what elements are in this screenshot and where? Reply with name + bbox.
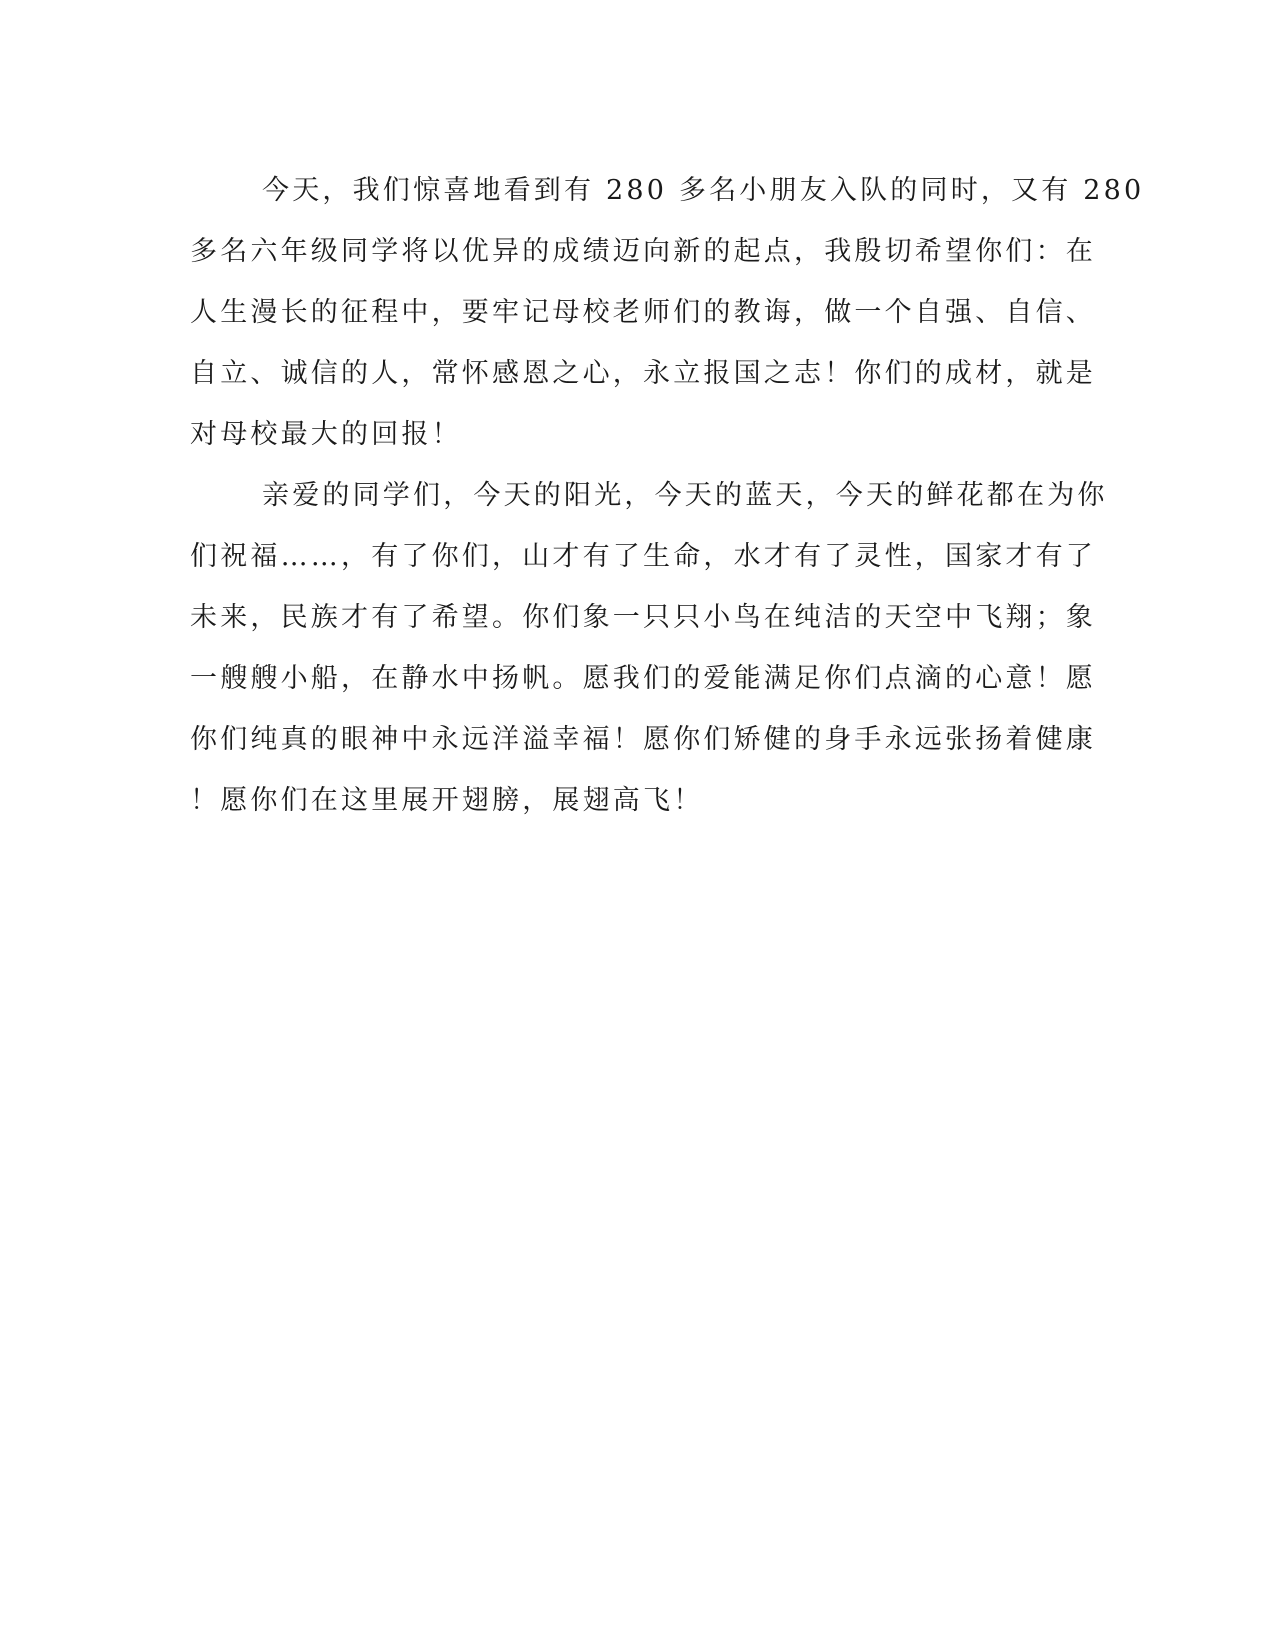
paragraph-1 bbox=[190, 160, 1145, 465]
document-body bbox=[190, 160, 1145, 831]
paragraph-line: 自立、诚信的人，常怀感恩之心，永立报国之志！你们的成材，就是 bbox=[190, 358, 1096, 389]
paragraph-line: 亲爱的同学们，今天的阳光，今天的蓝天，今天的鲜花都在为你 bbox=[262, 480, 1108, 511]
paragraph-line: 一艘艘小船，在静水中扬帆。愿我们的爱能满足你们点滴的心意！愿 bbox=[190, 663, 1096, 694]
paragraph-line: 们祝福……，有了你们，山才有了生命，水才有了灵性，国家才有了 bbox=[190, 541, 1096, 572]
paragraph-2 bbox=[190, 465, 1108, 831]
paragraph-line: ！愿你们在这里展开翅膀，展翅高飞！ bbox=[190, 785, 704, 816]
paragraph-line: 今天，我们惊喜地看到有 280 多名小朋友入队的同时，又有 280 bbox=[262, 175, 1145, 206]
paragraph-line: 多名六年级同学将以优异的成绩迈向新的起点，我殷切希望你们：在 bbox=[190, 236, 1096, 267]
paragraph-line: 对母校最大的回报！ bbox=[190, 419, 462, 450]
paragraph-line: 未来，民族才有了希望。你们象一只只小鸟在纯洁的天空中飞翔；象 bbox=[190, 602, 1096, 633]
paragraph-line: 人生漫长的征程中，要牢记母校老师们的教诲，做一个自强、自信、 bbox=[190, 297, 1096, 328]
paragraph-line: 你们纯真的眼神中永远洋溢幸福！愿你们矫健的身手永远张扬着健康 bbox=[190, 724, 1096, 755]
